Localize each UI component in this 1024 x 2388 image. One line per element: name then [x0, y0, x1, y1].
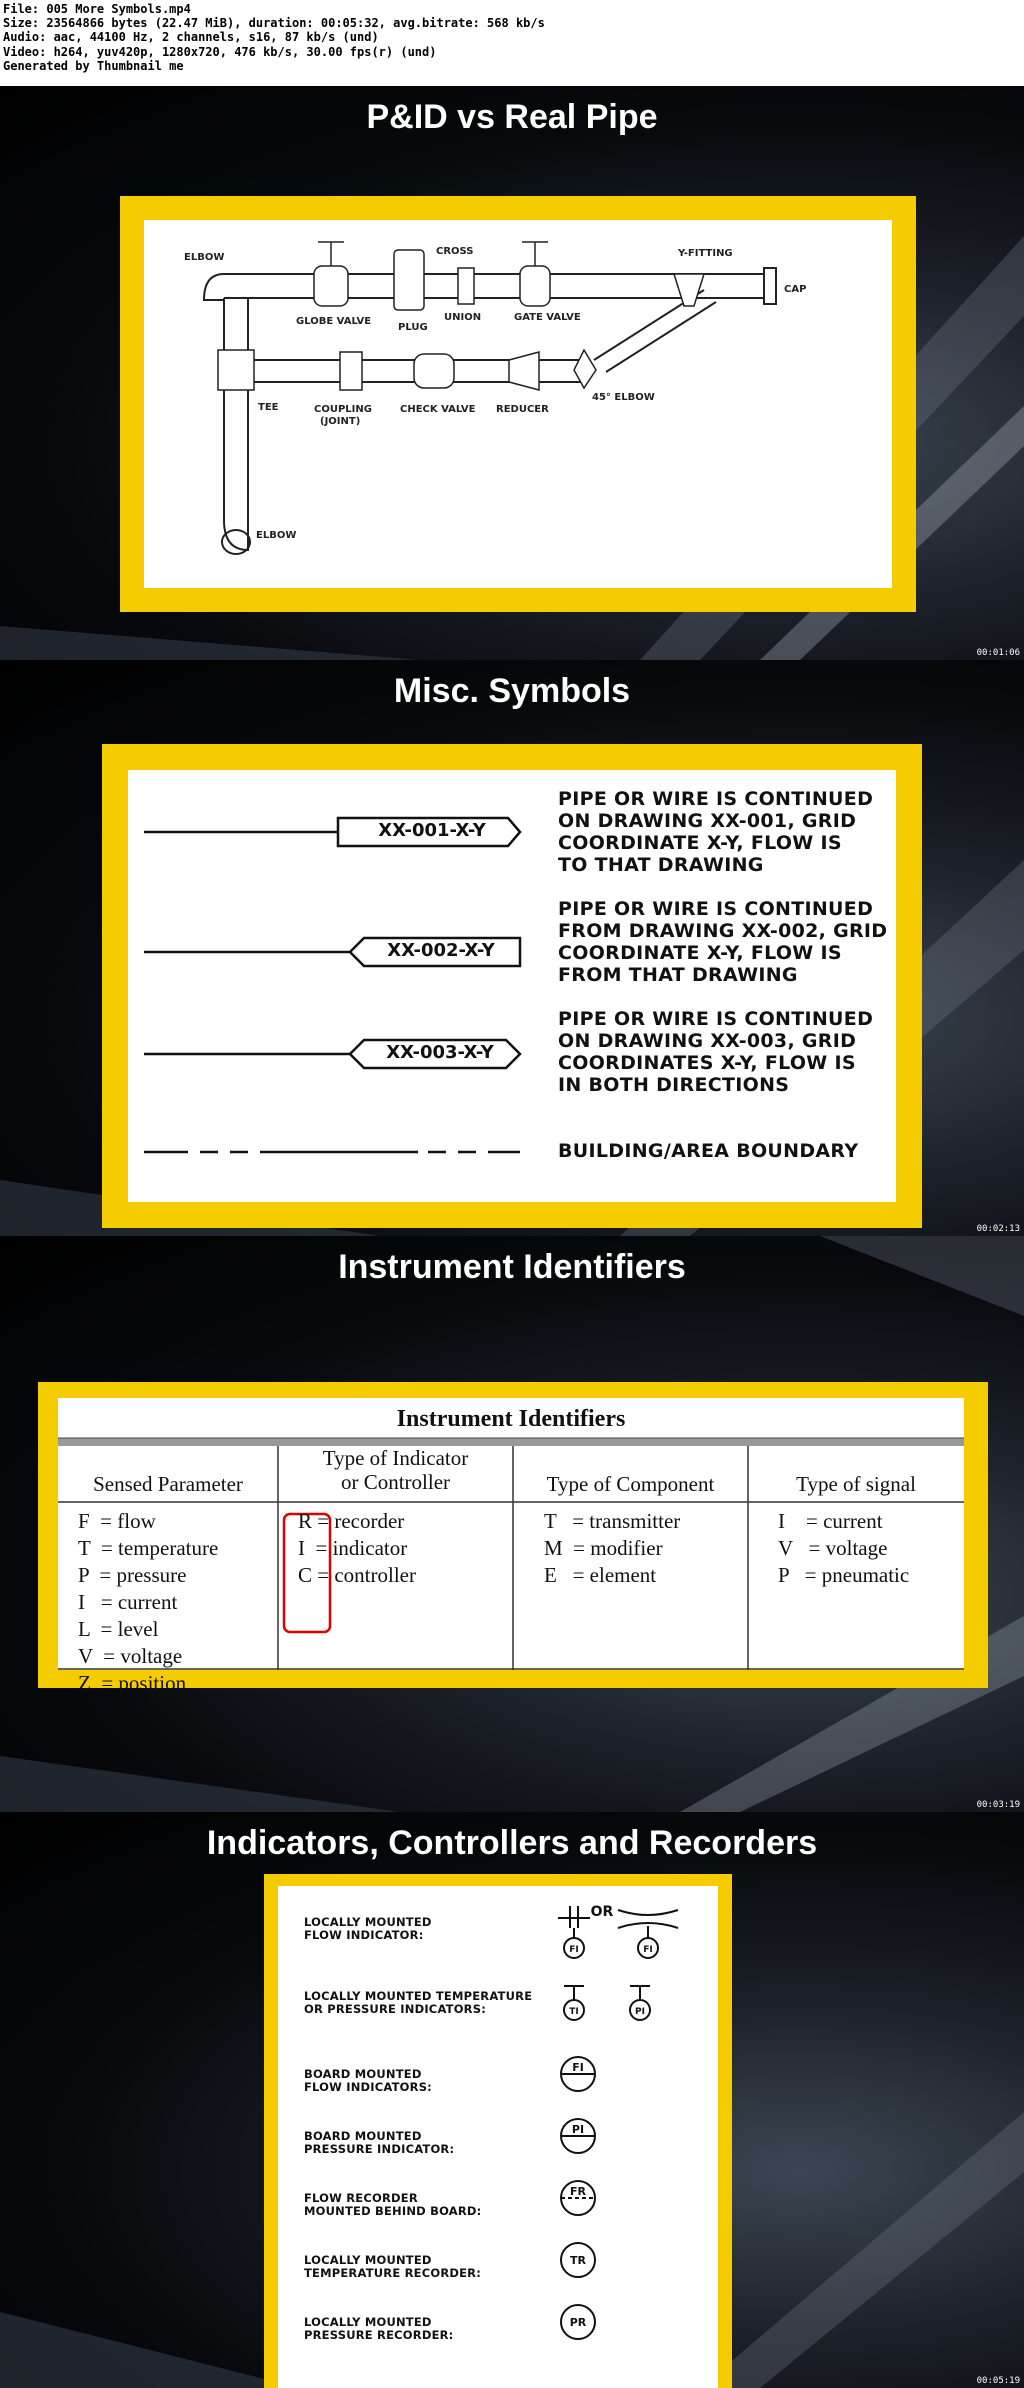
item-label-3: BOARD MOUNTED FLOW INDICATORS:: [304, 2067, 432, 2094]
or-text: OR: [590, 1904, 614, 1920]
list-item: P = pneumatic: [778, 1563, 910, 1587]
generator-info: Generated by Thumbnail me: [3, 58, 184, 73]
list-item: M = modifier: [544, 1536, 663, 1560]
list-item: R = recorder: [298, 1509, 405, 1533]
symbol-description-4: BUILDING/AREA BOUNDARY: [558, 1140, 859, 1162]
item-label-5: FLOW RECORDER MOUNTED BEHIND BOARD:: [304, 2191, 482, 2218]
symbol-fi-board: FI: [572, 2061, 584, 2074]
label-cap: CAP: [784, 284, 807, 295]
column-header-component-type: Type of Component: [546, 1472, 715, 1496]
symbol-pi-board: PI: [571, 2123, 585, 2136]
list-item: Z = position: [78, 1671, 187, 1695]
label-coupling: COUPLING: [314, 404, 372, 415]
sensed-parameter-list: [78, 1508, 218, 1697]
list-item: F = flow: [78, 1509, 156, 1533]
label-coupling-sub: (JOINT): [320, 416, 361, 427]
column-header-indicator-type: Type of Indicator or Controller: [322, 1446, 469, 1494]
indicator-type-list: [298, 1508, 416, 1589]
frame-title: Indicators, Controllers and Recorders: [206, 1824, 818, 1862]
thumbnail-frame-2: [0, 660, 1024, 1236]
item-label-6: LOCALLY MOUNTED TEMPERATURE RECORDER:: [304, 2253, 482, 2280]
table-title: Instrument Identifiers: [396, 1406, 626, 1432]
symbol-tr: TR: [570, 2254, 586, 2267]
item-label-2: LOCALLY MOUNTED TEMPERATURE OR PRESSURE INDICATORS:: [304, 1989, 533, 2016]
file-size: Size: 23564866 bytes (22.47 MiB), duration: 00:05:32, avg.bitrate: 568 kb/s: [3, 16, 545, 31]
label-cross: CROSS: [436, 246, 474, 257]
instrument-symbols: [278, 1886, 718, 2388]
list-item: T = temperature: [78, 1536, 219, 1560]
file-name: File: 005 More Symbols.mp4: [3, 2, 191, 16]
frame-title: Instrument Identifiers: [338, 1248, 686, 1286]
timestamp: 00:05:19: [976, 2376, 1020, 2386]
timestamp: 00:02:13: [976, 1224, 1020, 1234]
symbol-ti: TI: [569, 2007, 579, 2017]
list-item: V = voltage: [778, 1536, 888, 1560]
frame-title: P&ID vs Real Pipe: [366, 98, 658, 136]
list-item: L = level: [78, 1617, 159, 1641]
offpage-tag-2: XX-002-X-Y: [387, 940, 495, 961]
symbol-description-2: PIPE OR WIRE IS CONTINUED FROM DRAWING XX-002, GRID COORDINATE X-Y, FLOW IS FROM THAT DRAWING: [558, 898, 888, 986]
indicators-panel: [264, 1874, 732, 2388]
video-info: Video: h264, yuv420p, 1280x720, 476 kb/s, 30.00 fps(r) (und): [3, 44, 437, 59]
symbol-fi-local-alt: FI: [643, 1945, 653, 1955]
symbol-fr: FR: [570, 2185, 586, 2198]
thumbnail-frame-1: [0, 86, 1024, 660]
list-item: E = element: [544, 1563, 657, 1587]
item-label-1: LOCALLY MOUNTED FLOW INDICATOR:: [304, 1915, 432, 1942]
signal-type-list: [778, 1508, 909, 1589]
list-item: C = controller: [298, 1563, 416, 1587]
real-pipe-diagram: [144, 220, 892, 588]
diagram-panel: [120, 196, 916, 612]
label-plug: PLUG: [398, 322, 428, 333]
label-elbow-top: ELBOW: [184, 252, 225, 263]
thumbnail-frame-4: [0, 1812, 1024, 2388]
item-label-7: LOCALLY MOUNTED PRESSURE RECORDER:: [304, 2315, 454, 2342]
label-gate-valve: GATE VALVE: [514, 312, 581, 323]
list-item: I = current: [78, 1590, 178, 1614]
column-header-sensed-parameter: Sensed Parameter: [93, 1472, 243, 1496]
symbol-fi-local: FI: [569, 1945, 579, 1955]
timestamp: 00:03:19: [976, 1800, 1020, 1810]
audio-info: Audio: aac, 44100 Hz, 2 channels, s16, 87 kb/s (und): [3, 30, 379, 45]
thumbnail-frame-3: [0, 1236, 1024, 1812]
label-globe-valve: GLOBE VALVE: [296, 316, 372, 327]
timestamp: 00:01:06: [976, 648, 1020, 658]
list-item: P = pressure: [78, 1563, 187, 1587]
label-union: UNION: [444, 312, 482, 323]
label-elbow-45: 45° ELBOW: [592, 392, 655, 403]
frame-title: Misc. Symbols: [393, 672, 631, 710]
label-reducer: REDUCER: [496, 404, 549, 415]
symbol-pi-local: PI: [635, 2007, 645, 2017]
item-label-4: BOARD MOUNTED PRESSURE INDICATOR:: [304, 2129, 455, 2156]
list-item: V = voltage: [78, 1644, 183, 1668]
label-tee: TEE: [258, 402, 279, 413]
list-item: I = indicator: [298, 1536, 408, 1560]
file-info-header: [0, 0, 1024, 86]
label-y-fitting: Y-FITTING: [678, 248, 733, 259]
offpage-tag-3: XX-003-X-Y: [386, 1042, 494, 1063]
column-header-signal-type: Type of signal: [796, 1472, 916, 1496]
symbol-description-1: PIPE OR WIRE IS CONTINUED ON DRAWING XX-001, GRID COORDINATE X-Y, FLOW IS TO THAT DRAWING: [558, 788, 874, 876]
list-item: T = transmitter: [544, 1509, 681, 1533]
offpage-tag-1: XX-001-X-Y: [378, 820, 486, 841]
symbols-panel: [102, 744, 922, 1228]
symbol-description-3: PIPE OR WIRE IS CONTINUED ON DRAWING XX-003, GRID COORDINATES X-Y, FLOW IS IN BOTH DIRECTIONS: [558, 1008, 874, 1096]
list-item: I = current: [778, 1509, 883, 1533]
identifiers-panel: [38, 1382, 988, 1695]
label-elbow-bottom: ELBOW: [256, 530, 297, 541]
symbol-pr: PR: [569, 2316, 587, 2329]
label-check-valve: CHECK VALVE: [400, 404, 476, 415]
component-type-list: [544, 1508, 680, 1589]
